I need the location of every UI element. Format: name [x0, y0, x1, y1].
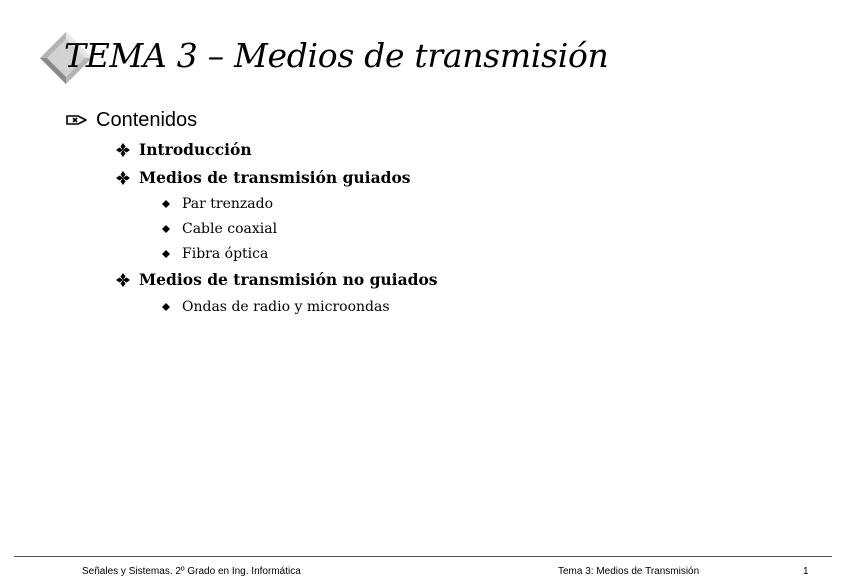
sub-item-label: Par trenzado: [182, 196, 274, 212]
list-item-medios-guiados: [116, 166, 411, 190]
footer-course: Señales y Sistemas. 2º Grado en Ing. Informática: [82, 566, 301, 577]
four-diamond-icon: [116, 143, 130, 157]
list-item-label: Introducción: [139, 140, 252, 159]
list-item-introduccion: [116, 138, 252, 162]
diamond-icon: [162, 200, 170, 208]
contents-heading: [66, 108, 197, 132]
diamond-icon: [162, 303, 170, 311]
page-number: 1: [803, 566, 809, 577]
list-item-label: Medios de transmisión no guiados: [139, 270, 438, 289]
four-diamond-icon: [116, 273, 130, 287]
sub-item-label: Cable coaxial: [182, 221, 278, 237]
sub-item-label: Ondas de radio y microondas: [182, 299, 390, 315]
slide-title: TEMA 3 – Medios de transmisión: [64, 36, 609, 75]
sub-item-ondas-radio: [162, 297, 390, 317]
sub-item-par-trenzado: [162, 194, 273, 214]
sub-item-fibra-optica: [162, 244, 268, 264]
list-item-label: Medios de transmisión guiados: [139, 168, 411, 187]
diamond-icon: [162, 225, 170, 233]
footer-topic: Tema 3: Medios de Transmisión: [558, 566, 700, 577]
diamond-icon: [162, 250, 170, 258]
sub-item-label: Fibra óptica: [182, 246, 269, 262]
contents-heading-label: Contenidos: [96, 109, 198, 131]
list-item-medios-no-guiados: [116, 268, 438, 292]
footer-divider: [14, 556, 832, 557]
sub-item-cable-coaxial: [162, 219, 277, 239]
pointing-hand-icon: [66, 113, 88, 127]
four-diamond-icon: [116, 171, 130, 185]
